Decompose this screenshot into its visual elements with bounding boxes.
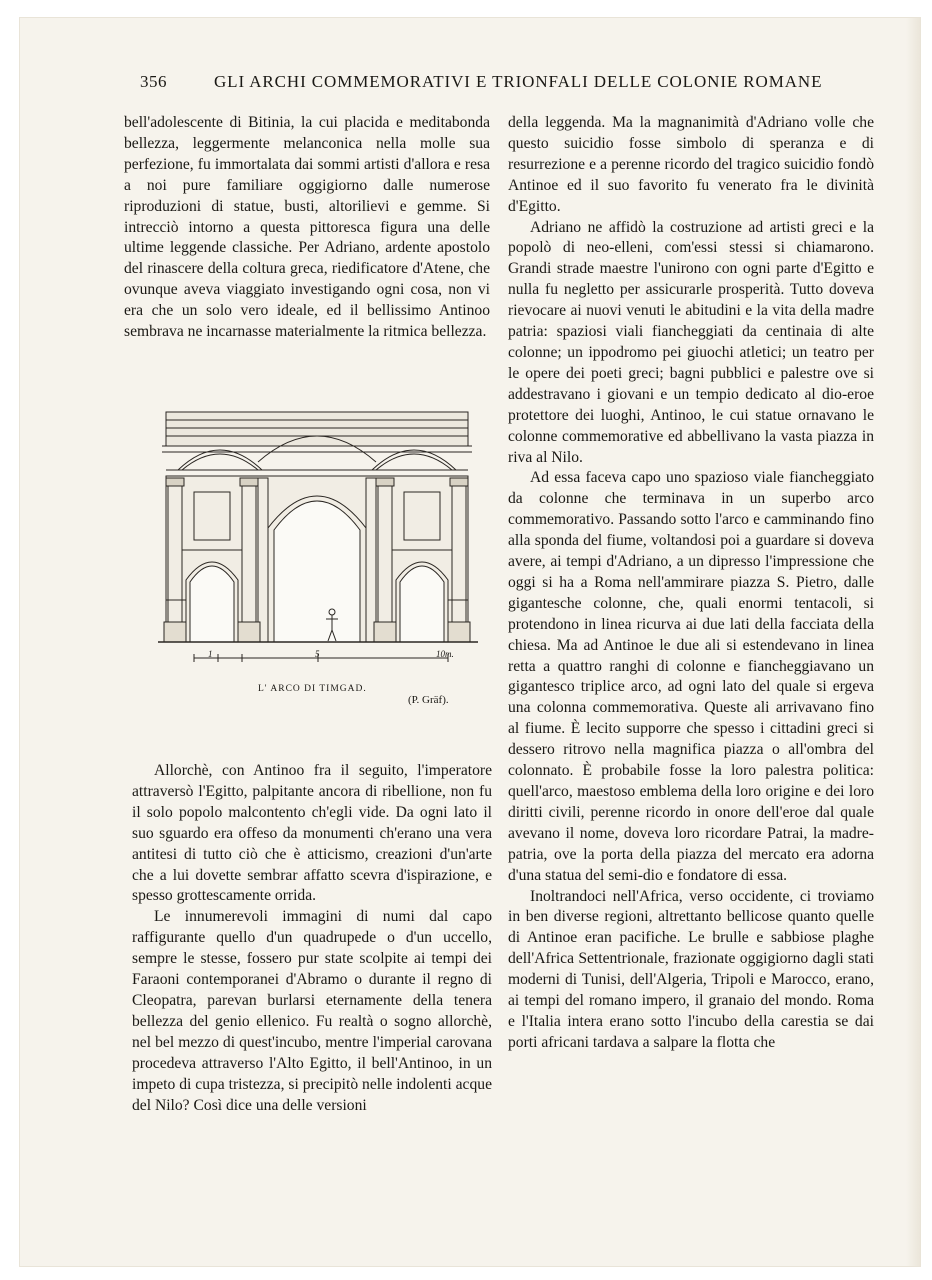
figure-caption: L' ARCO DI TIMGAD. — [258, 684, 367, 694]
scale-label-mid: 5 — [315, 649, 320, 659]
arch-illustration — [158, 400, 478, 730]
scale-label-end: 10m. — [436, 649, 454, 659]
left-column-bottom — [132, 761, 492, 1116]
left-column-top — [124, 113, 490, 343]
page-number: 356 — [140, 72, 167, 91]
paragraph: Ad essa faceva capo uno spazioso viale fiancheggiato da colonne che terminava in un superbo arco commemorativo. Passando sotto l'arco e camminando fino alla sponda del fiume, voltandosi poi a guardare si doveva avere, ai tempi d'Adriano, a un dipresso l'impressione che oggi si ha a Roma nell'ammirare piazza S. Pietro, dalle gigantesche colonne, che, quali enormi tentacoli, si protendono in linea ricurva ai due lati della facciata della chiesa. Ma ad Antinoe le due ali si estendevano in linea retta a quattro ranghi di colonne e fiancheggiavano un gigantesco triplice arco, ad ogni lato del quale si ergeva una colonna commemorativa. Queste ali arrivavano fino al fiume. È lecito supporre che spesso i cittadini greci si dessero ritrovo nella magnifica piazza o all'ombra del colonnato. È probabile fosse la loro palestra politica: quell'arco, maestoso emblema della loro origine e dei loro diritti civili, perenne ricordo in onore dell'eroe dal quale avevano il nome, doveva loro ricordare Patrai, la madre-patria, ove la porta della piazza del mercato era adorna d'una statua del semi-dio e fondatore di essa. — [508, 469, 874, 884]
figure-credit: (P. Gräf). — [408, 694, 449, 706]
arch-of-timgad-drawing — [158, 400, 478, 680]
paragraph: Inoltrandoci nell'Africa, verso occidente, ci troviamo in ben diverse regioni, altrettanto bellicose quanto quelle di Antinoe eran pacifiche. Le brulle e sabbiose plaghe dell'Africa Settentrionale, frazionate oggigiorno dagli stati moderni di Tunisi, dell'Algeria, Tripoli e Marocco, erano, ai tempi del romano impero, il granaio del mondo. Roma e l'Italia intera erano sotto l'incubo della carestia se dai porti africani tardava a salpare la flotta che — [508, 887, 874, 1051]
paragraph: bell'adolescente di Bitinia, la cui placida e meditabonda bellezza, leggermente melanconica nella molle sua perfezione, fu immortalata dai sommi artisti d'allora e resa a noi pure familiare oggigiorno dalle numerose riproduzioni di statue, busti, altorilievi e gemme. Si intrecciò intorno a questa pittoresca figura una delle ultime leggende classiche. Per Adriano, ardente apostolo del rinascere della coltura greca, riedificatore d'Atene, che ovunque aveva viaggiato investigando ogni cosa, non vi era che un solo vero ideale, ed il bellissimo Antinoo sembrava ne incarnasse materialmente la ritmica bellezza. — [124, 114, 490, 341]
paragraph: della leggenda. Ma la magnanimità d'Adriano volle che questo suicidio fosse simbolo di speranza e di resurrezione e a perenne ricordo del tragico suicidio fondò Antinoe ed il suo favorito fu venerato fra le divinità d'Egitto. — [508, 114, 874, 215]
paragraph: Allorchè, con Antinoo fra il seguito, l'imperatore attraversò l'Egitto, palpitante ancora di ribellione, non fu il solo popolo malcontento ch'egli vide. Da ogni lato il suo sguardo era offeso da monumenti ch'erano una vera antitesi di tutto ciò che è atticismo, creazioni d'un'arte che a lui dovette sembrar affatto scevra d'ispirazione, e spesso grottescamente orrida. — [132, 762, 492, 905]
page-edge-shadow — [906, 18, 920, 1266]
right-column — [508, 113, 874, 1054]
running-title: GLI ARCHI COMMEMORATIVI E TRIONFALI DELLE COLONIE ROMANE — [214, 72, 823, 91]
paragraph: Le innumerevoli immagini di numi dal capo raffigurante quello d'un quadrupede o d'un uccello, sempre le stesse, fossero pur state scolpite ai tempi dei Faraoni contemporanei d'Abramo o durante il regno di Cleopatra, parevan burlarsi eternamente della tenera bellezza del genio ellenico. Fu realtà o sogno allorchè, nel bel mezzo di quest'incubo, mentre l'imperial carovana procedeva attraverso l'Alto Egitto, il bell'Antinoo, in un impeto di cupa tristezza, si precipitò nelle indolenti acque del Nilo? Così dice una delle versioni — [132, 908, 492, 1114]
running-head — [140, 72, 840, 100]
paragraph: Adriano ne affidò la costruzione ad artisti greci e la popolò di neo-elleni, com'essi stessi si chiamarono. Grandi strade maestre l'unirono con ogni parte d'Egitto e nulla fu negletto per assicurarle prosperità. Tutto doveva rievocare ai nuovi venuti le abitudini e la vita della madre patria: spaziosi viali fiancheggiati da centinaia di alte colonne; un ippodromo pei giuochi atletici; un teatro per le opere dei poeti greci; bagni pubblici e palestre ove si addestravano i giovani e un tempio dedicato al dio-eroe protettore dei luoghi, Antinoo, le cui statue ornavano le colonne commemorative ed abbellivano la vasta piazza in riva al Nilo. — [508, 218, 874, 466]
scale-label-start: 1 — [208, 649, 213, 659]
